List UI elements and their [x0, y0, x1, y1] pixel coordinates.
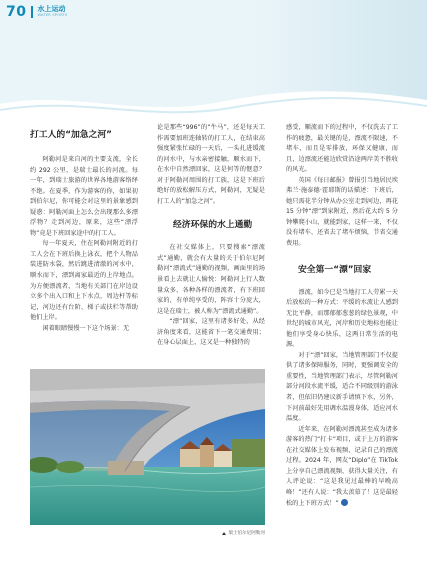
section-title: 水上运动 — [37, 5, 66, 14]
page-header — [6, 3, 68, 21]
section2-paragraph-2: “漂”回家，这里有诸多好处，从经济角度来看，这能省下一笔交通费用；在身心层面上，这又是一种独特的 — [157, 318, 265, 347]
header-text — [37, 6, 67, 18]
section2-heading: 经济环保的水上通勤 — [173, 220, 253, 231]
section-subtitle: WATER SPORTS — [37, 13, 68, 18]
column3-intro: 感受，顺流而下的过程中，不仅洗去了工作的疲惫，最关键的是，漂流不限速，不堵车，而且是零排放，环保又健康，而且，边漂流还能边欣赏沿途两岸美不胜收的风光。 — [286, 124, 398, 174]
section3-paragraph-3-text: 近年来，在阿勒河漂流甚至成为诸多游客的热门“打卡”项目，或于上万的游客在社交媒体上发布视频，记录自己的漂流过程。2024 年，网友“Diplo”在 TikTok 上分享自己漂流视频，获得大量关注，有人评论说：“这是我见过最棒的早晚高峰！”还有人说：“我太羡慕了！这是最轻松的上下班方式！” — [286, 425, 398, 507]
header-divider — [31, 6, 33, 18]
column2-intro: 论是那些“996”的“牛马”，还是每天工作需要加班连轴转的打工人，在结束高强度紧张忙碌的一天后，一头扎进缓流的河水中，与水亲密接触，顺水而下，在水中自然漂回家，这是何等的惬意？对于阿勒河周围的打工族，这是下班后绝好的放松解压方式，阿勒河，无疑是打工人的“加急之河”。 — [157, 124, 265, 205]
section2-paragraph-1: 在社交媒体上，只要搜索“漂流式”通勤，就会有大量的关于伯尔尼阿勒河“漂流式”通勤的视频，画面里的场景看上去就让人愉悦：阿勒河上行人数量众多，各种各样的漂流者，有下班回家的，有单纯享受的，阵容十分庞大，这是在瑞士，被人称为“漂流式通勤”。 — [157, 244, 265, 315]
bridge-photo — [30, 369, 265, 525]
caption-triangle-icon — [222, 532, 226, 535]
bridge-illustration — [30, 369, 265, 525]
page-number: 70 — [6, 4, 27, 20]
section3-heading: 安全第一“漂”回家 — [298, 264, 372, 275]
section3-paragraph-1: 漂流，如今已是当地打工人劳累一天后放松的一种方式：平缓的水流让人感到无比平静，而那郁郁葱葱的绿色景观，中世纪的城市风光，河岸和历史地标也能让他们享受身心快乐，这两日常生活的电源。 — [286, 288, 398, 349]
column-1 — [30, 123, 138, 334]
section1-paragraph-3: 闲着眼睛慢慢一下这个场景：无 — [42, 324, 130, 332]
photo-caption-text: 瑞士伯尔尼阿勒河 — [228, 531, 265, 536]
photo-caption — [170, 530, 265, 536]
column3-paragraph-2: 英国《每日邮报》曾报引当地居民埃弗兰·施泰德·霍耶斯的话描述：下班后，她只需花半分钟从办公室走到河边，再花 15 分钟“漂”到家附近，然后花大约 5 分钟攀爬小山，就能到家，这样一来，不仅没有堵车、还省去了堵车烦恼，节省交通费用。 — [286, 176, 398, 248]
end-mark-icon — [341, 499, 348, 506]
section1-paragraph-2: 每一年夏天，住在阿勒河附近的打工人会在下班后换上泳衣，把个人物品装进防水袋，然后跳进清澈的河水中，顺水而下，漂到离家最近的上岸地点。为方便漂流者，当地有关部门在岸边设立多个出入口和上下水点，周边杆等标记，河边还有台阶、梯子或扶栏等帮助他们上岸。 — [30, 240, 138, 322]
section3-paragraph-2: 对于“漂”回家，当地管理部门不仅提供了诸多保障服务，同时，更强调安全的重要性，当地管理部门表示，尽管阿勒河部分河段水流平缓，适合不同级别的游泳者，但依旧仍建议新手请慎下水，另外，下河前最好先用调水温漫身体，适应河水温度。 — [286, 351, 398, 423]
section1-paragraph-1: 阿勒河是来自河的主要支流，全长约 292 公里，是瑞士最长的河流。每一年，到瑞士旅游的世界各地游客络绎不绝。在夏季，作为游客的你，如果初到伯尔尼，你可能会对这里的景象感到疑惑：阿勒河面上怎么会出现那么多漂浮物？走到河边，原来，这些“漂浮物”竟是下班回家途中的打工人。 — [30, 156, 138, 237]
section3-paragraph-3 — [286, 425, 398, 509]
section1-heading: 打工人的“加急之河” — [30, 130, 112, 140]
column-2 — [157, 123, 265, 349]
column-3 — [286, 123, 398, 509]
